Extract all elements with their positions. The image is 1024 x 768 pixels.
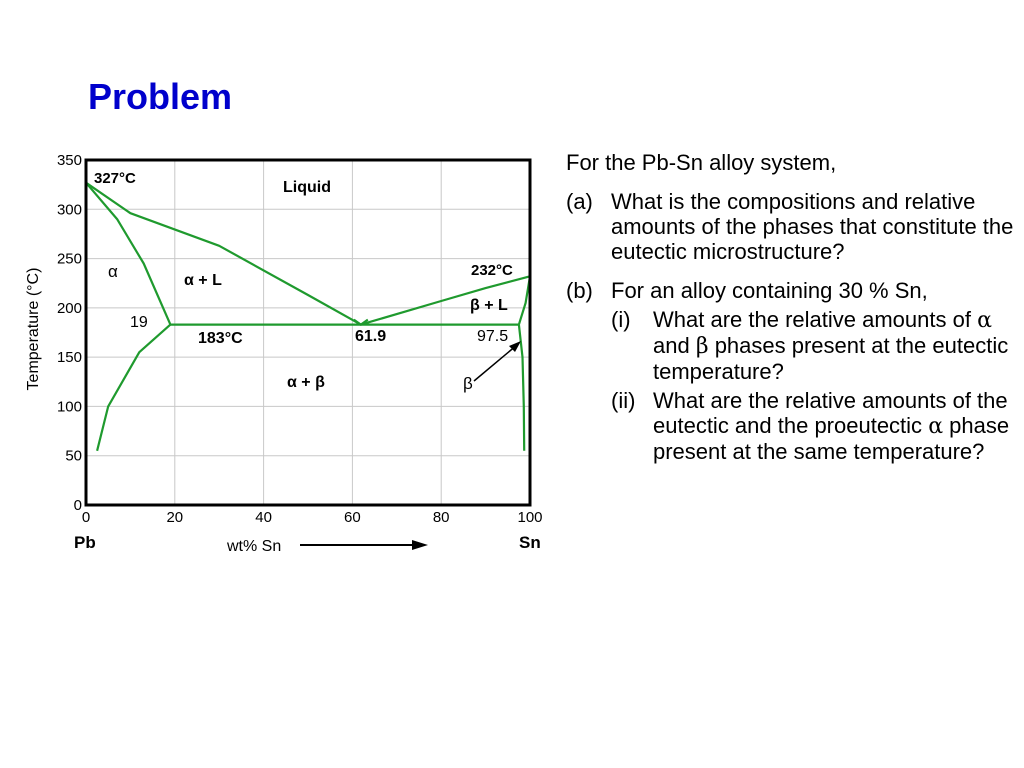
question-b-i-label: (i) [611, 307, 631, 332]
label-eutectic-temperature: 183°C [198, 330, 243, 347]
x-end-label-left: Pb [74, 533, 96, 552]
label-alpha-region: α [108, 262, 118, 281]
x-tick-labels [82, 509, 543, 526]
y-tick-label-2: 100 [56, 398, 82, 416]
phase-boundary-line-4 [519, 276, 530, 324]
x-tick-label-5: 100 [517, 509, 543, 526]
y-tick-label-3: 150 [56, 349, 82, 367]
label-eutectic-composition: 61.9 [355, 328, 387, 345]
x-tick-label-4: 80 [432, 509, 450, 526]
question-b-i-text: What are the relative amounts of α and β phases present at the eutectic temperature? [653, 307, 1009, 384]
plot-frame [86, 160, 530, 505]
y-tick-label-1: 50 [65, 447, 82, 465]
question-b-subparts [611, 307, 1016, 464]
question-b-i [611, 307, 1016, 384]
question-b-ii [611, 388, 1016, 464]
label-alpha-composition: 19 [130, 314, 148, 331]
beta-pointer-arrow [474, 341, 521, 381]
problem-intro: For the Pb-Sn alloy system, [566, 150, 837, 175]
question-a-text: What is the compositions and relative amounts of the phases that constitute the eutectic microstructure? [611, 189, 1014, 264]
label-pb-melting-point: 327°C [94, 170, 136, 187]
phase-diagram-chart [0, 0, 560, 560]
question-b-ii-text: What are the relative amounts of the eutectic and the proeutectic α phase present at the same temperature? [653, 388, 1010, 464]
y-tick-label-4: 200 [56, 299, 82, 317]
question-a [566, 189, 1016, 264]
question-b-text: For an alloy containing 30 % Sn, [611, 278, 928, 303]
label-beta-region: β [463, 374, 473, 393]
label-liquid-region: Liquid [283, 179, 331, 196]
label-beta-liquid-region: β + L [470, 297, 508, 314]
label-alpha-liquid-region: α + L [184, 272, 222, 289]
y-tick-labels [57, 152, 82, 514]
question-b-ii-label: (ii) [611, 388, 636, 413]
question-b [566, 278, 1016, 303]
phase-boundary-line-2 [86, 183, 170, 325]
question-b-label: (b) [566, 278, 593, 303]
label-alpha-beta-region: α + β [287, 374, 325, 391]
phase-boundary-line-0 [86, 183, 361, 325]
x-axis-arrow [300, 540, 428, 550]
y-tick-label-0: 0 [73, 497, 82, 514]
y-tick-label-5: 250 [56, 250, 82, 268]
chart-series [86, 183, 530, 451]
x-tick-label-2: 40 [255, 509, 272, 526]
y-axis-label: Temperature (°C) [25, 267, 42, 391]
problem-text [566, 150, 1016, 468]
y-tick-label-7: 350 [56, 152, 82, 169]
label-sn-melting-point: 232°C [471, 262, 513, 279]
phase-boundary-line-5 [97, 325, 170, 451]
x-tick-label-1: 20 [166, 509, 184, 526]
phase-boundary-line-6 [519, 325, 524, 451]
slide-title: Problem [88, 76, 233, 117]
question-a-label: (a) [566, 189, 593, 214]
x-axis-label: wt% Sn [227, 538, 282, 555]
y-tick-label-6: 300 [56, 201, 82, 219]
x-tick-label-0: 0 [81, 509, 91, 526]
label-beta-composition: 97.5 [477, 328, 509, 345]
x-end-label-right: Sn [519, 533, 541, 552]
chart-grid [86, 160, 530, 505]
x-tick-label-3: 60 [344, 509, 361, 526]
